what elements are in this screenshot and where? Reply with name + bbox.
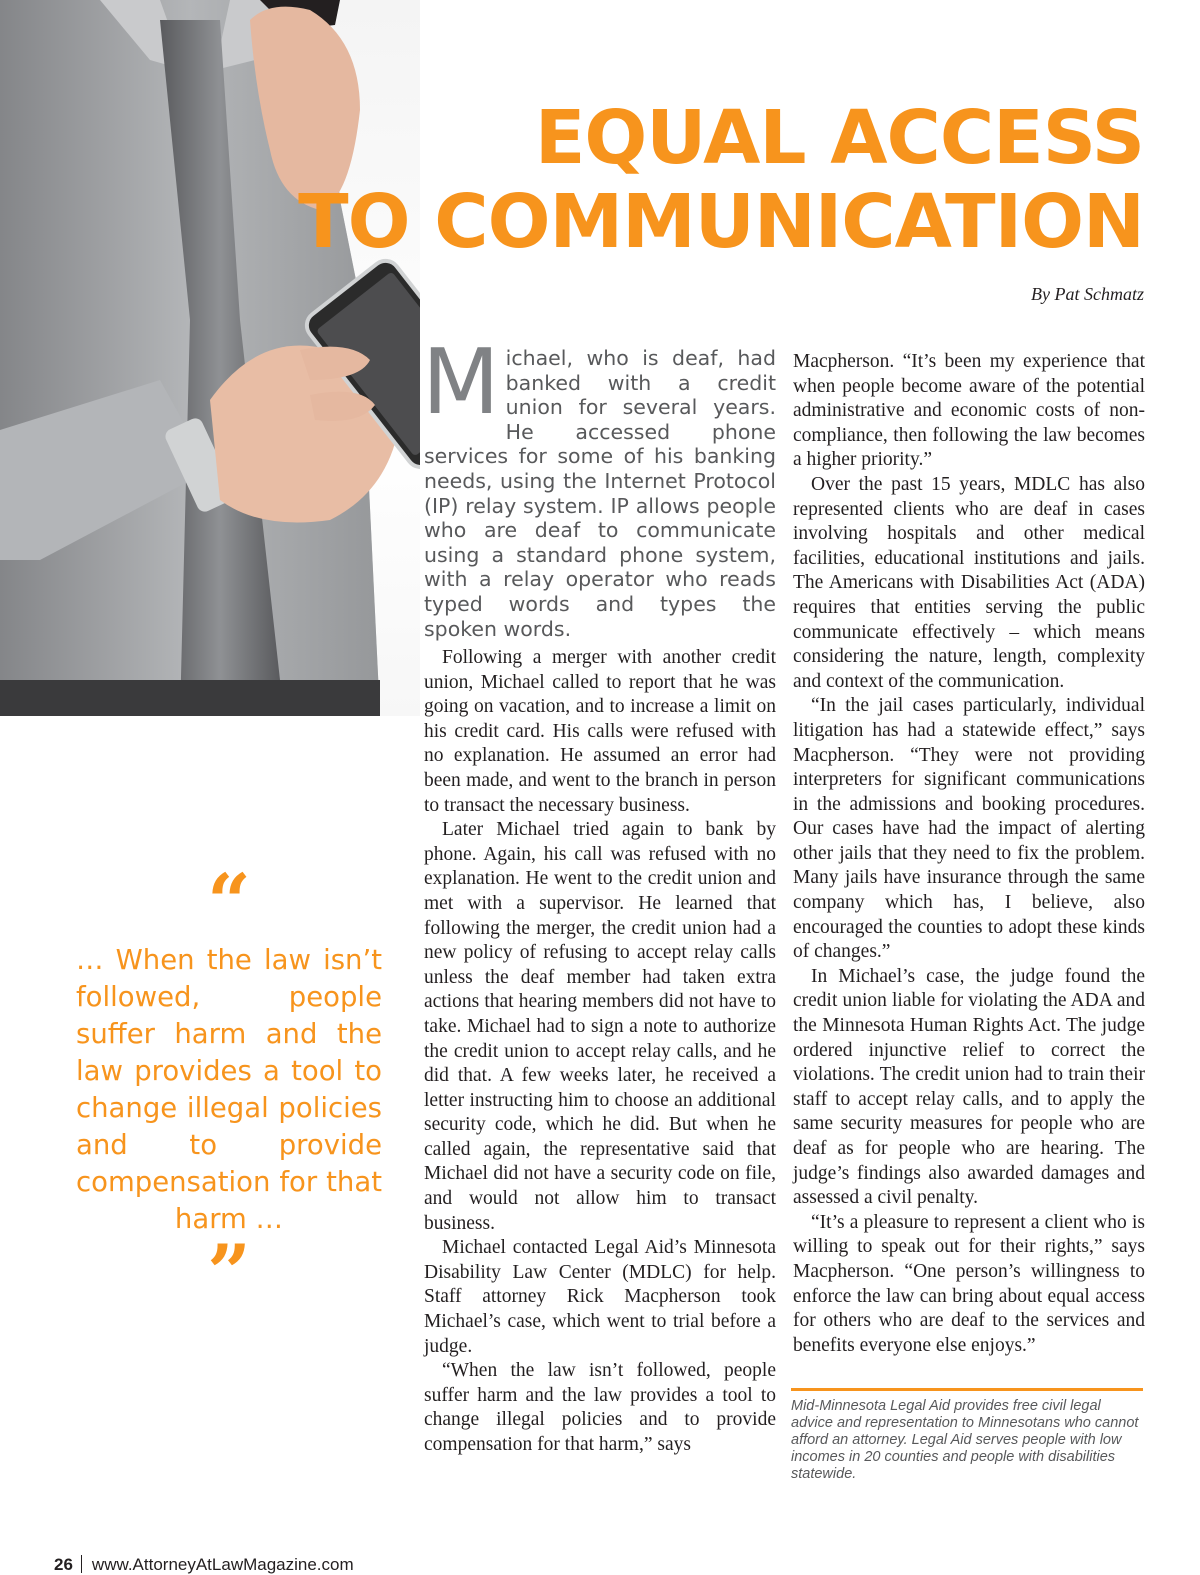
body-paragraph: In Michael’s case, the judge found the credit union liable for violating the ADA and the Minnesota Human Rights Act. The judge ordered injunctive relief to correct the violations. The credit union had to train their staff to accept relay calls, and to apply the same security measures for people who are deaf as for people who are hearing. The judge’s findings also awarded damages and assessed a civil penalty. <box>793 965 1145 1209</box>
body-paragraph: Following a merger with another credit union, Michael called to report that he was going on vacation, and to increase a limit on his credit card. His calls were refused with no explanation. He assumed an error had been made, and went to the branch in person to transact the necessary business. <box>424 647 776 816</box>
pullquote-open-mark: “ <box>207 857 251 946</box>
body-column-left <box>424 646 776 1458</box>
body-column-right <box>793 350 1145 1358</box>
body-paragraph: “In the jail cases particularly, individual litigation has had a statewide effect,” says Macpherson. “They were not providing interpreters for significant communications in the admissions and booking procedures. Our cases have had the impact of alerting other jails that they need to fix the problem. Many jails have insurance through the same company which has, I believe, also encouraged the counties to adopt these kinds of changes.” <box>793 695 1145 963</box>
footer-website: www.AttorneyAtLawMagazine.com <box>91 1555 354 1574</box>
article-headline <box>298 96 1144 264</box>
footer-divider <box>81 1555 82 1573</box>
headline-line-2: TO COMMUNICATION <box>298 179 1144 265</box>
headline-line-1: EQUAL ACCESS <box>534 95 1144 181</box>
pullquote-text: … When the law isn’t followed, people suffer harm and the law provides a tool to change illegal policies and to provide compensation for that harm … <box>76 944 382 1235</box>
lede-text: ichael, who is deaf, had banked with a credit union for several years. He accessed phone services for some of his banking needs, using the Internet Protocol (IP) relay system. IP allows people who are deaf to communicate using a standard phone system, with a relay operator who reads typed words and types the spoken words. <box>424 346 776 641</box>
page-number: 26 <box>54 1555 73 1574</box>
body-paragraph: “It’s a pleasure to represent a client who is willing to speak out for their rights,” says Macpherson. “One person’s willingness to enforce the law can bring about equal access for others who are deaf to the services and benefits everyone else enjoys.” <box>793 1211 1145 1356</box>
pullquote-close-mark: ” <box>207 1228 251 1317</box>
body-paragraph: Michael contacted Legal Aid’s Minnesota Disability Law Center (MDLC) for help. Staff attorney Rick Macpherson took Michael’s case, which went to trial before a judge. <box>424 1237 776 1357</box>
lede-paragraph <box>422 330 776 641</box>
byline: By Pat Schmatz <box>1031 284 1144 304</box>
drop-cap: M <box>422 330 500 435</box>
body-paragraph: Over the past 15 years, MDLC has also represented clients who are deaf in cases involving hospitals and other medical facilities, educational institutions and jails. The Americans with Disabilities Act (ADA) requires that entities serving the public communicate effectively – which means considering the nature, length, complexity and context of the communication. <box>793 473 1145 692</box>
body-paragraph: “When the law isn’t followed, people suffer harm and the law provides a tool to change illegal policies and to provide compensation for that harm,” says <box>424 1360 776 1455</box>
body-paragraph: Macpherson. “It’s been my experience that when people become aware of the potential administrative and economic costs of non-compliance, then following the law becomes a higher priority.” <box>793 351 1145 471</box>
author-footnote: Mid-Minnesota Legal Aid provides free civil legal advice and representation to Minnesotans who cannot afford an attorney. Legal Aid serves people with low incomes in 20 counties and people with disabilities statewide. <box>791 1398 1139 1482</box>
body-paragraph: Later Michael tried again to bank by phone. Again, his call was refused with no explanation. He went to the credit union and met with a supervisor. He learned that following the merger, the credit union had a new policy of refusing to accept relay calls unless the deaf member had taken extra actions that hearing members did not have to take. Michael had to sign a note to authorize the credit union to accept relay calls, and he did that. A few weeks later, he received a letter instructing him to choose an additional security code, which he did. But when he called again, the representative said that Michael did not have a security code on file, and would not allow him to transact business. <box>424 819 776 1234</box>
page-footer <box>54 1555 354 1575</box>
footnote-divider <box>791 1388 1143 1391</box>
